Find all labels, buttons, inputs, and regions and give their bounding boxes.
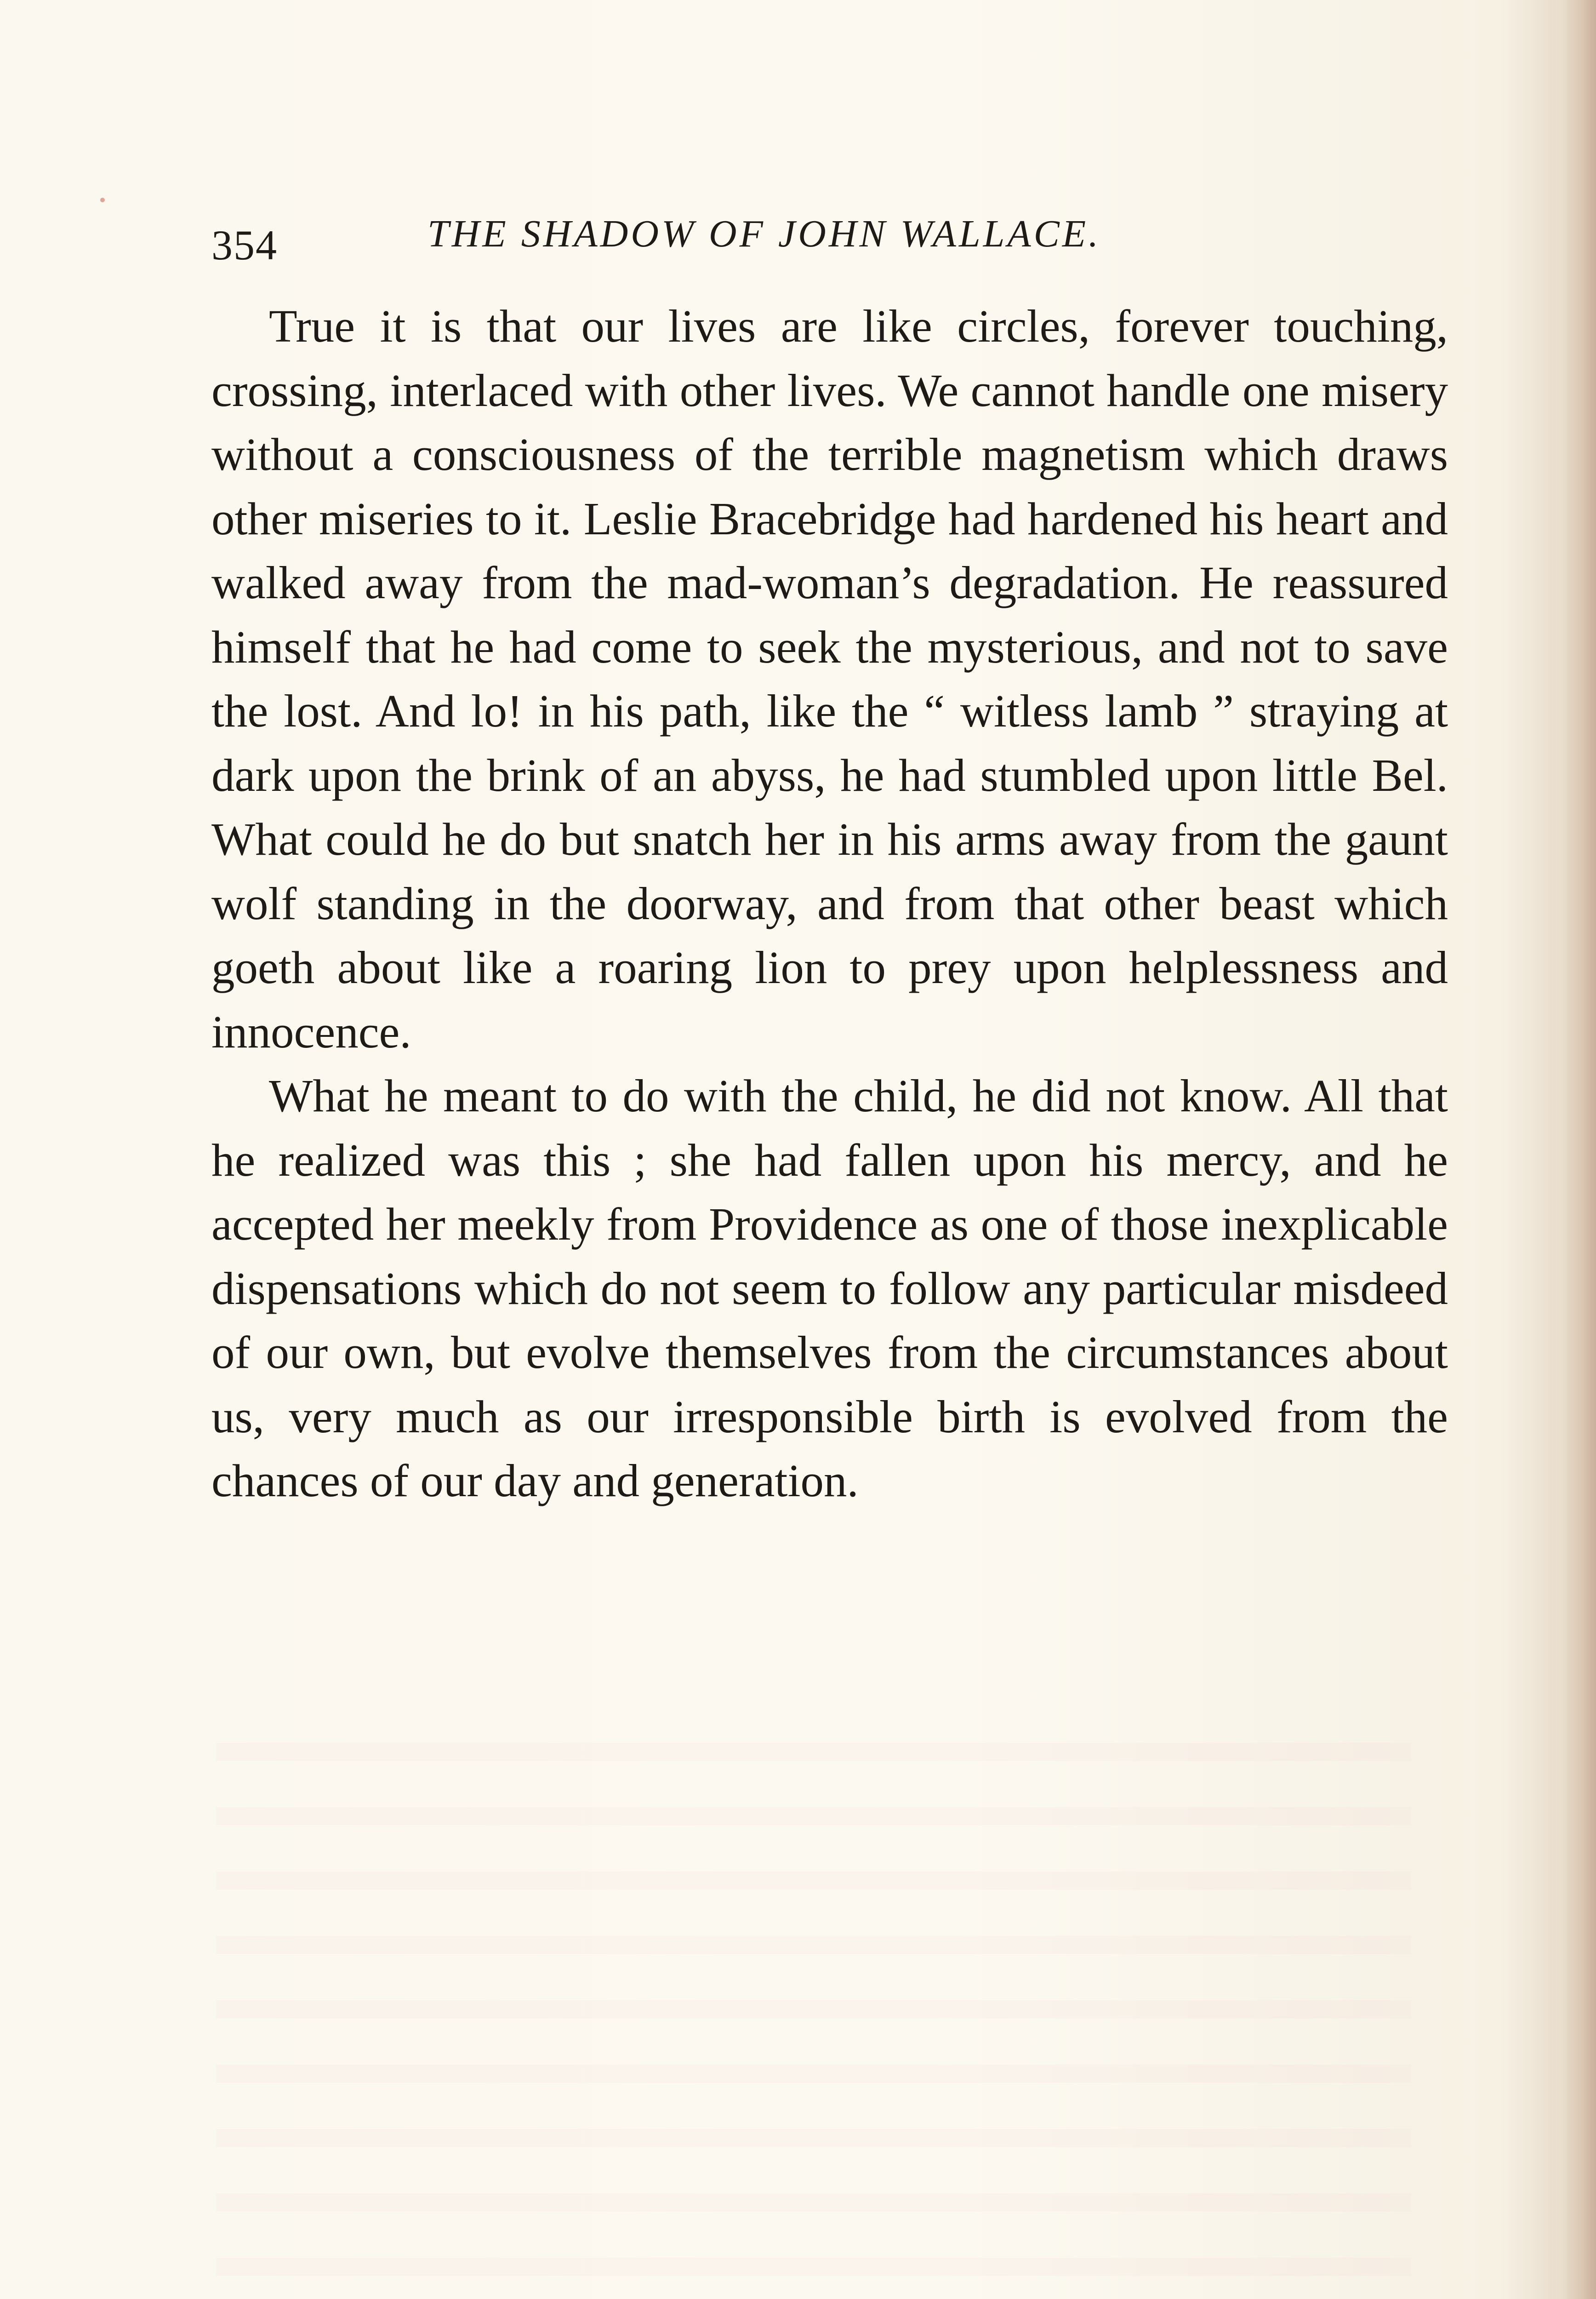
page-edge-shadow (1564, 0, 1596, 2299)
page-header (211, 202, 1453, 271)
paragraph-1: True it is that our lives are like circles, forever touching, crossing, interlaced with other lives. We cannot handle one misery without a consciousness of the terrible magnetism which draws other miseries to it. Leslie Bracebridge had hardened his heart and walked away from the mad-woman’s degradation. He reassured himself that he had come to seek the mysterious, and not to save the lost. And lo! in his path, like the “ witless lamb ” straying at dark upon the brink of an abyss, he had stumbled upon little Bel. What could he do but snatch her in his arms away from the gaunt wolf standing in the doorway, and from that other beast which goeth about like a roaring lion to prey upon helplessness and innocence. (211, 300, 1448, 1058)
page-number: 354 (211, 222, 278, 269)
running-title: THE SHADOW OF JOHN WALLACE. (428, 212, 1101, 255)
body-text (211, 294, 1448, 1513)
show-through-text (216, 1710, 1411, 2299)
paragraph-2: What he meant to do with the child, he did not know. All that he realized was this ; she had fallen upon his mercy, and he accepted her meekly from Providence as one of those inexplicable dispensations which do not seem to follow any particular misdeed of our own, but evolve themselves from the circumstances about us, very much as our irresponsible birth is evolved from the chances of our day and generation. (211, 1070, 1448, 1506)
ink-speck (100, 198, 105, 202)
